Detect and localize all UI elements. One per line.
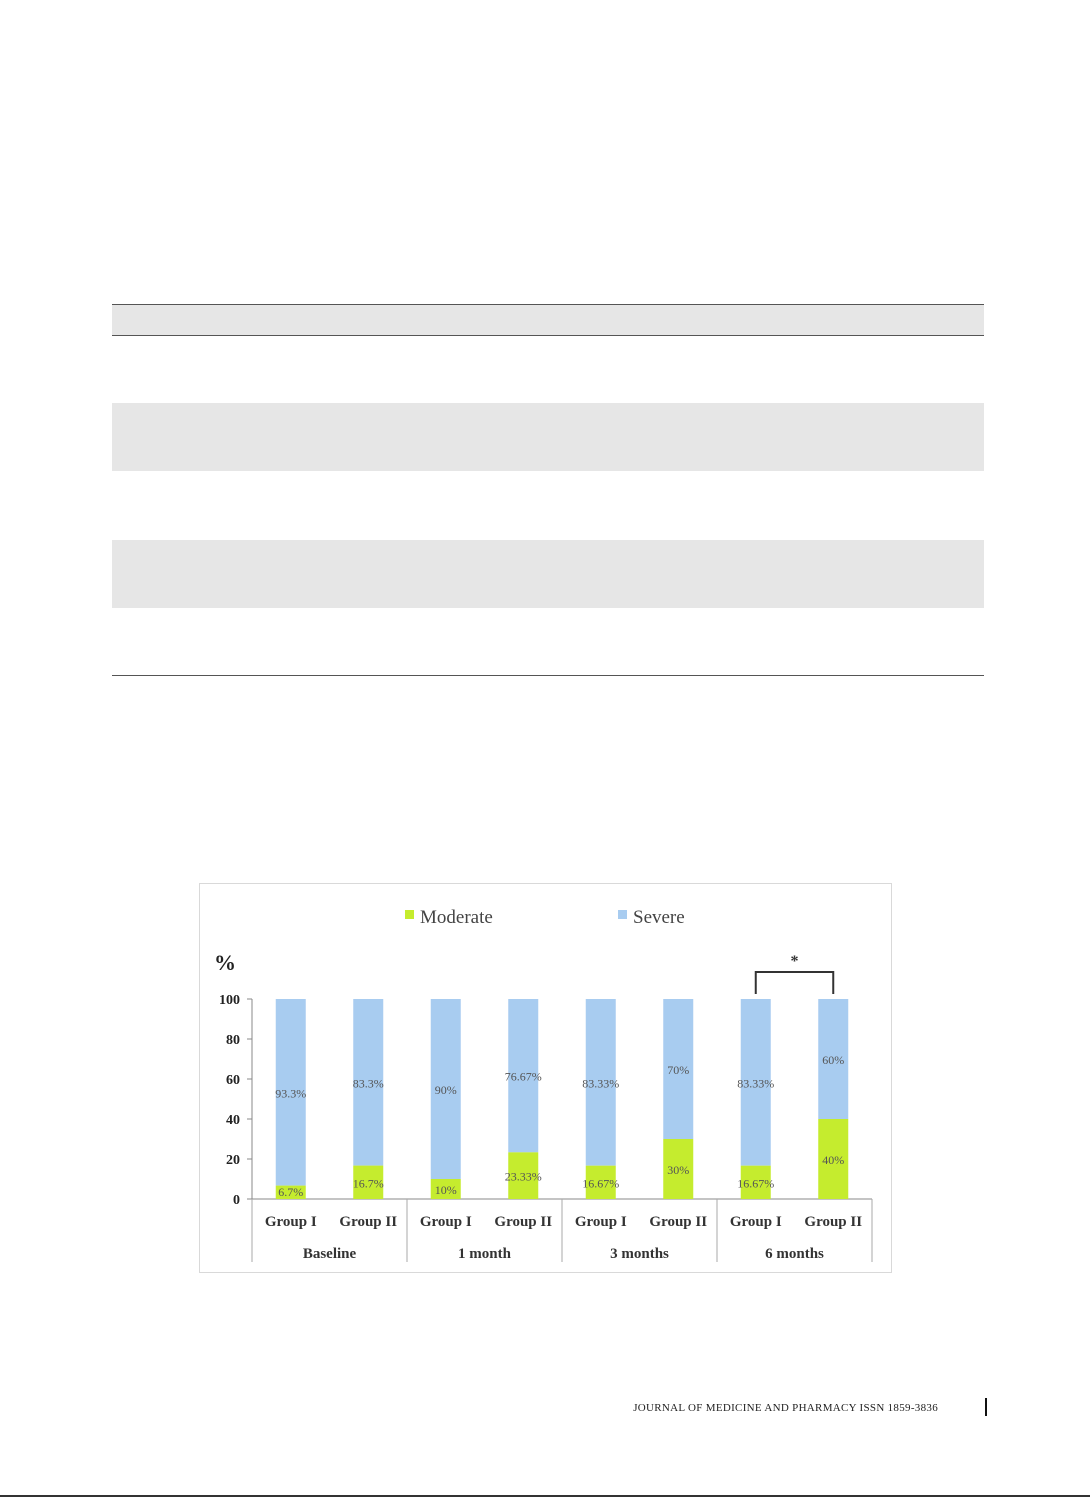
data-label-severe: 93.3% [275, 1086, 307, 1101]
y-tick-label: 100 [219, 993, 240, 1008]
y-tick-label: 80 [226, 1033, 240, 1048]
table-header-row [112, 304, 984, 335]
significance-marker: * [790, 953, 799, 970]
x-timepoint-label: Baseline [302, 1246, 357, 1262]
x-category-label: Group II [649, 1214, 708, 1230]
data-label-moderate: 6.7% [278, 1185, 304, 1199]
legend-severe-label: Severe [633, 907, 685, 928]
page-bottom-rule [0, 1495, 1090, 1497]
footer-divider [985, 1398, 987, 1416]
y-tick-label: 20 [226, 1153, 240, 1168]
x-category-label: Group II [804, 1214, 863, 1230]
data-label-severe: 90% [434, 1083, 457, 1097]
data-label-severe: 76.67% [504, 1069, 542, 1084]
y-tick-label: 0 [233, 1193, 240, 1208]
severity-chart [199, 883, 892, 1273]
x-timepoint-label: 1 month [458, 1246, 511, 1262]
x-timepoint-label: 3 months [610, 1246, 669, 1262]
data-label-severe: 83.3% [352, 1076, 384, 1091]
data-label-moderate: 30% [667, 1163, 690, 1177]
data-label-moderate: 10% [434, 1183, 457, 1197]
table-top-rule [112, 304, 984, 305]
y-axis-label: % [214, 950, 236, 975]
data-label-severe: 83.33% [582, 1076, 620, 1091]
data-label-severe: 70% [667, 1063, 690, 1077]
legend-severe-swatch [618, 910, 627, 919]
significance-bracket [756, 972, 834, 994]
data-label-moderate: 40% [822, 1153, 845, 1167]
chart-canvas [200, 884, 893, 1274]
data-label-severe: 60% [822, 1053, 845, 1067]
data-label-moderate: 16.7% [352, 1176, 384, 1191]
legend-moderate-swatch [405, 910, 414, 919]
x-category-label: Group I [574, 1214, 627, 1230]
x-category-label: Group I [264, 1214, 317, 1230]
x-timepoint-label: 6 months [765, 1246, 824, 1262]
legend-moderate-label: Moderate [420, 907, 493, 928]
table-header-rule [112, 335, 984, 336]
data-label-severe: 83.33% [737, 1076, 775, 1091]
table-bottom-rule [112, 675, 984, 676]
x-category-label: Group I [729, 1214, 782, 1230]
table-row [112, 403, 984, 471]
data-label-moderate: 16.67% [737, 1176, 775, 1191]
y-tick-label: 60 [226, 1073, 240, 1088]
table-row [112, 540, 984, 608]
journal-name: JOURNAL OF MEDICINE AND PHARMACY ISSN 1859-3836 [633, 1402, 938, 1414]
data-label-moderate: 23.33% [504, 1169, 542, 1184]
x-category-label: Group II [494, 1214, 553, 1230]
x-category-label: Group II [339, 1214, 398, 1230]
y-tick-label: 40 [226, 1113, 240, 1128]
x-category-label: Group I [419, 1214, 472, 1230]
page-footer [0, 1394, 1090, 1498]
data-label-moderate: 16.67% [582, 1176, 620, 1191]
